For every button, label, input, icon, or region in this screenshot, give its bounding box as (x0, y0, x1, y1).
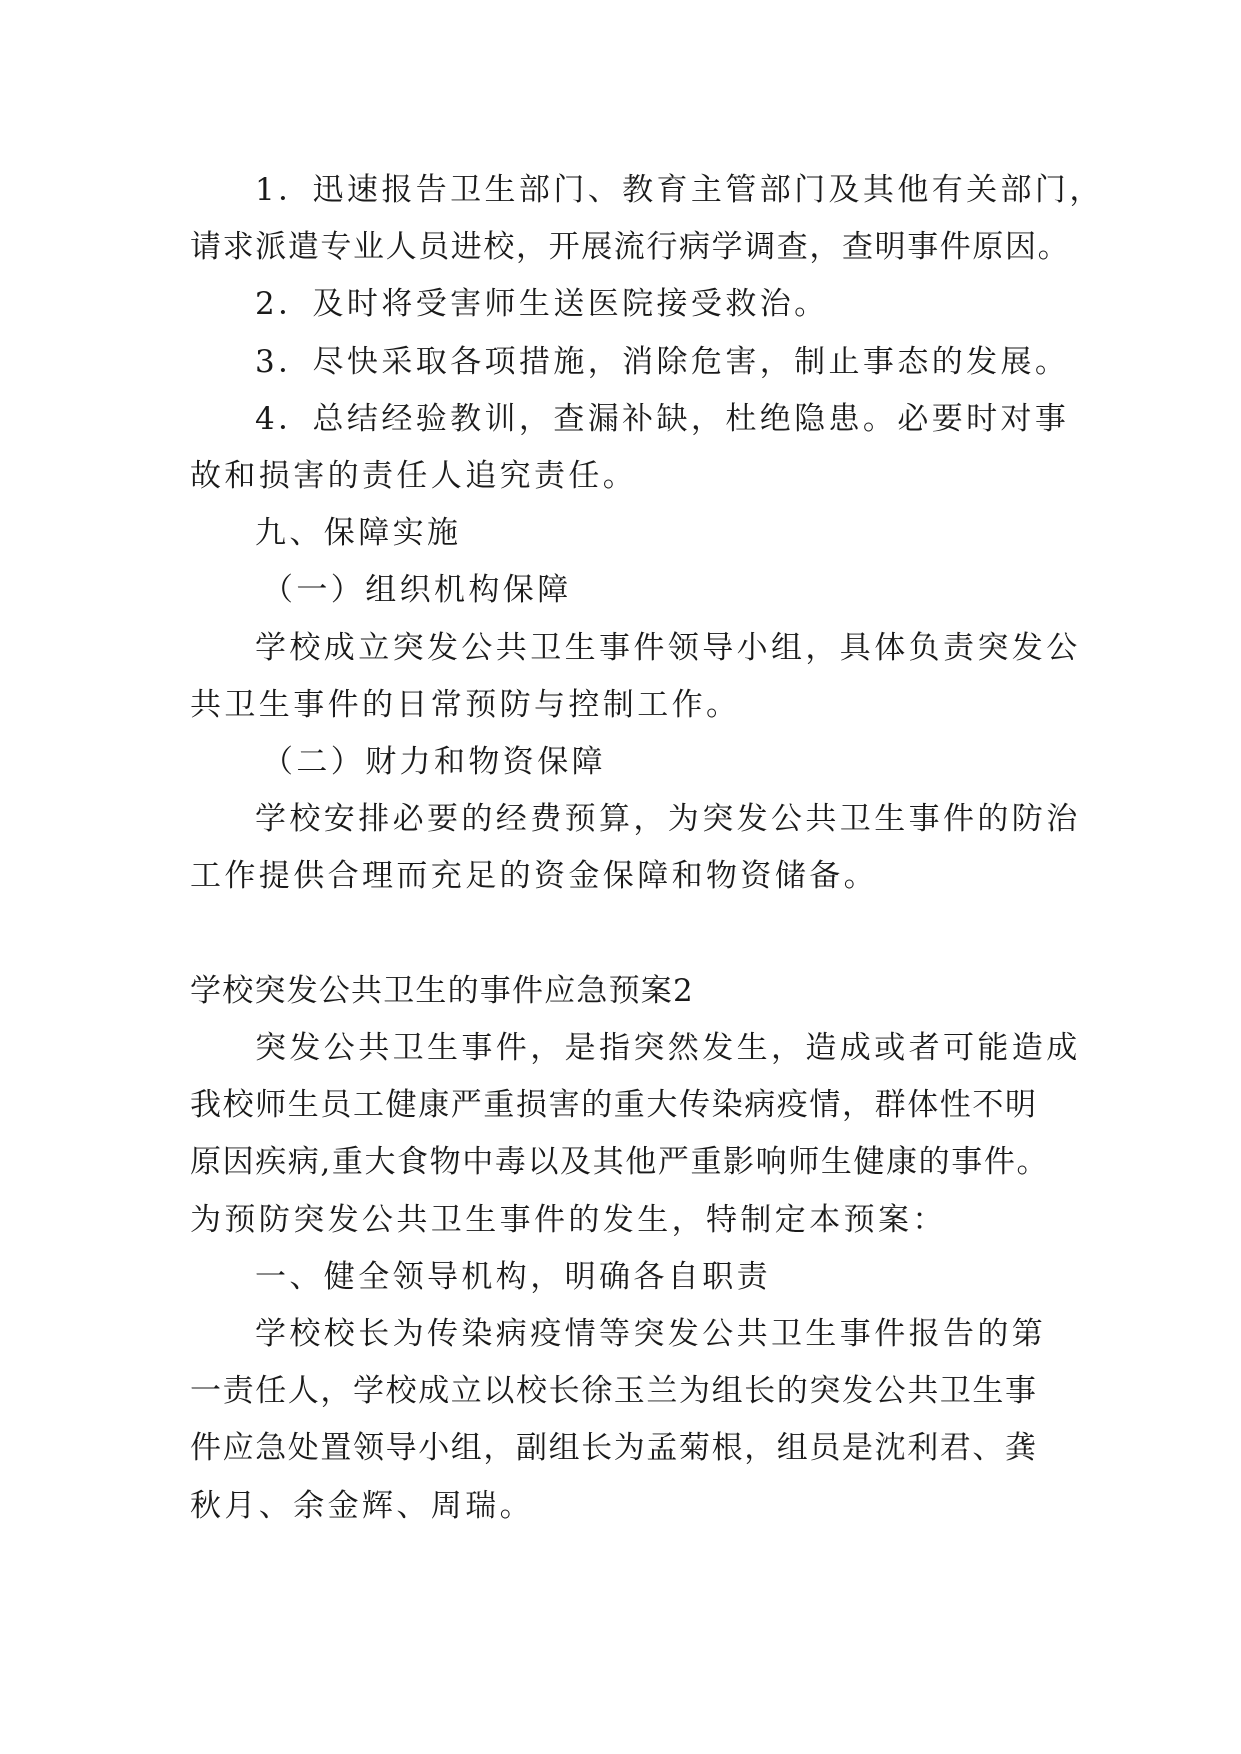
subsection-heading-1: （一）组织机构保障 (262, 572, 572, 608)
list-item-4: 4．总结经验教训，查漏补缺，杜绝隐患。必要时对事 (255, 401, 1070, 437)
section-heading-1: 一、健全领导机构，明确各自职责 (255, 1259, 771, 1295)
paragraph-definition-line-4: 为预防突发公共卫生事件的发生，特制定本预案： (190, 1202, 947, 1238)
section-heading-9: 九、保障实施 (255, 515, 462, 551)
paragraph-funding: 学校安排必要的经费预算，为突发公共卫生事件的防治 (255, 801, 1081, 837)
paragraph-organization-continued: 共卫生事件的日常预防与控制工作。 (190, 687, 741, 723)
subsection-heading-2: （二）财力和物资保障 (262, 744, 606, 780)
document-title: 学校突发公共卫生的事件应急预案2 (190, 973, 694, 1009)
list-item-2: 2．及时将受害师生送医院接受救治。 (255, 286, 829, 322)
list-item-1: 1．迅速报告卫生部门、教育主管部门及其他有关部门， (255, 172, 1104, 208)
paragraph-funding-continued: 工作提供合理而充足的资金保障和物资储备。 (190, 858, 878, 894)
paragraph-leadership: 学校校长为传染病疫情等突发公共卫生事件报告的第 (255, 1316, 1047, 1352)
paragraph-definition-line-3: 原因疾病,重大食物中毒以及其他严重影响师生健康的事件。 (190, 1144, 1050, 1180)
list-item-4-continued: 故和损害的责任人追究责任。 (190, 458, 638, 494)
paragraph-definition-line-2: 我校师生员工健康严重损害的重大传染病疫情，群体性不明 (190, 1087, 1038, 1123)
list-item-3: 3．尽快采取各项措施，消除危害，制止事态的发展。 (255, 344, 1070, 380)
paragraph-leadership-line-4: 秋月、余金辉、周瑞。 (190, 1488, 534, 1524)
paragraph-leadership-line-2: 一责任人，学校成立以校长徐玉兰为组长的突发公共卫生事 (190, 1373, 1038, 1409)
paragraph-organization: 学校成立突发公共卫生事件领导小组，具体负责突发公 (255, 630, 1081, 666)
paragraph-definition: 突发公共卫生事件，是指突然发生，造成或者可能造成 (255, 1030, 1081, 1066)
list-item-1-continued: 请求派遣专业人员进校，开展流行病学调查，查明事件原因。 (190, 229, 1071, 265)
paragraph-leadership-line-3: 件应急处置领导小组，副组长为孟菊根，组员是沈利君、龚 (190, 1430, 1038, 1466)
